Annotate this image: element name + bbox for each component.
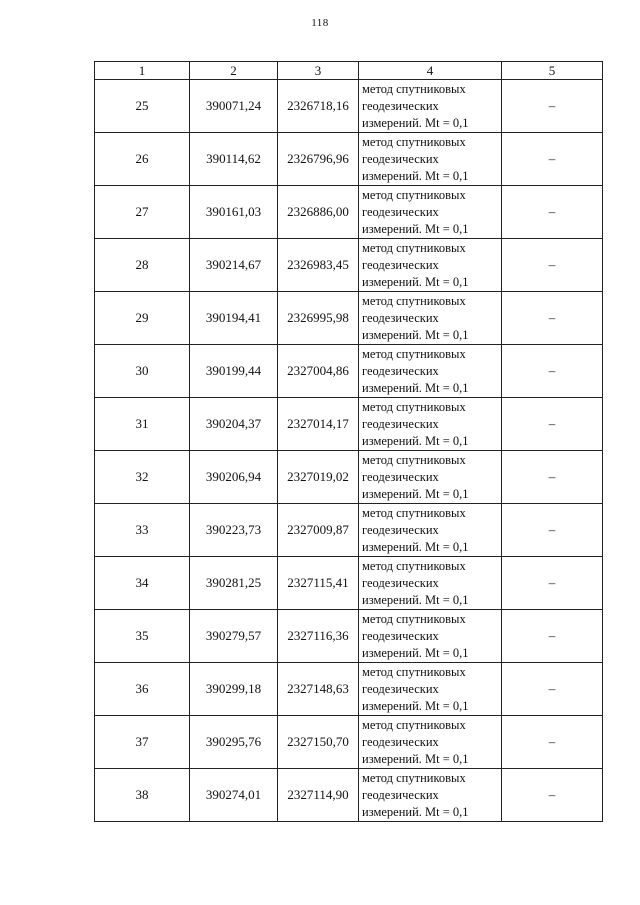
method-cell xyxy=(359,769,502,822)
x-coordinate-cell: 390199,44 xyxy=(190,345,278,398)
method-text-line: измерений. Mt = 0,1 xyxy=(362,804,469,819)
point-number-cell: 31 xyxy=(95,398,190,451)
description-cell: – xyxy=(502,557,603,610)
point-number-cell: 30 xyxy=(95,345,190,398)
point-number-cell: 27 xyxy=(95,186,190,239)
method-text-line: измерений. Mt = 0,1 xyxy=(362,539,469,554)
x-coordinate-cell: 390299,18 xyxy=(190,663,278,716)
description-cell: – xyxy=(502,610,603,663)
y-coordinate-cell: 2327009,87 xyxy=(278,504,359,557)
y-coordinate-cell: 2326796,96 xyxy=(278,133,359,186)
description-cell: – xyxy=(502,239,603,292)
point-number-cell: 35 xyxy=(95,610,190,663)
point-number-cell: 38 xyxy=(95,769,190,822)
method-text-line: геодезических xyxy=(362,98,439,113)
method-cell xyxy=(359,451,502,504)
table-row xyxy=(95,80,603,133)
x-coordinate-cell: 390279,57 xyxy=(190,610,278,663)
method-text-line: метод спутниковых xyxy=(362,134,466,149)
method-text-line: геодезических xyxy=(362,469,439,484)
y-coordinate-cell: 2327148,63 xyxy=(278,663,359,716)
description-cell: – xyxy=(502,133,603,186)
table-row xyxy=(95,451,603,504)
table-row xyxy=(95,133,603,186)
description-cell: – xyxy=(502,345,603,398)
y-coordinate-cell: 2327019,02 xyxy=(278,451,359,504)
x-coordinate-cell: 390114,62 xyxy=(190,133,278,186)
x-coordinate-cell: 390223,73 xyxy=(190,504,278,557)
method-text-line: метод спутниковых xyxy=(362,717,466,732)
method-text-line: измерений. Mt = 0,1 xyxy=(362,168,469,183)
point-number-cell: 26 xyxy=(95,133,190,186)
method-text-line: метод спутниковых xyxy=(362,505,466,520)
method-text-line: геодезических xyxy=(362,416,439,431)
method-cell xyxy=(359,504,502,557)
column-header-3: 3 xyxy=(278,62,359,80)
table-row xyxy=(95,398,603,451)
method-text-line: метод спутниковых xyxy=(362,611,466,626)
table-row xyxy=(95,557,603,610)
method-text-line: метод спутниковых xyxy=(362,770,466,785)
method-text-line: геодезических xyxy=(362,204,439,219)
y-coordinate-cell: 2327116,36 xyxy=(278,610,359,663)
method-cell xyxy=(359,663,502,716)
y-coordinate-cell: 2327014,17 xyxy=(278,398,359,451)
method-cell xyxy=(359,186,502,239)
table-body xyxy=(95,80,603,822)
method-cell xyxy=(359,610,502,663)
method-text-line: измерений. Mt = 0,1 xyxy=(362,433,469,448)
column-header-2: 2 xyxy=(190,62,278,80)
y-coordinate-cell: 2327004,86 xyxy=(278,345,359,398)
page-number: 118 xyxy=(311,17,329,29)
column-header-1: 1 xyxy=(95,62,190,80)
point-number-cell: 32 xyxy=(95,451,190,504)
method-text-line: геодезических xyxy=(362,363,439,378)
method-text-line: метод спутниковых xyxy=(362,240,466,255)
method-text-line: измерений. Mt = 0,1 xyxy=(362,698,469,713)
method-text-line: метод спутниковых xyxy=(362,346,466,361)
table-row xyxy=(95,769,603,822)
method-text-line: измерений. Mt = 0,1 xyxy=(362,645,469,660)
description-cell: – xyxy=(502,80,603,133)
description-cell: – xyxy=(502,398,603,451)
table-row xyxy=(95,716,603,769)
description-cell: – xyxy=(502,292,603,345)
method-text-line: геодезических xyxy=(362,734,439,749)
table-row xyxy=(95,345,603,398)
table-row xyxy=(95,186,603,239)
x-coordinate-cell: 390281,25 xyxy=(190,557,278,610)
description-cell: – xyxy=(502,451,603,504)
point-number-cell: 37 xyxy=(95,716,190,769)
method-cell xyxy=(359,398,502,451)
coordinates-table xyxy=(94,61,603,822)
method-text-line: метод спутниковых xyxy=(362,452,466,467)
method-text-line: метод спутниковых xyxy=(362,187,466,202)
method-text-line: метод спутниковых xyxy=(362,664,466,679)
point-number-cell: 36 xyxy=(95,663,190,716)
x-coordinate-cell: 390295,76 xyxy=(190,716,278,769)
method-text-line: геодезических xyxy=(362,681,439,696)
table-row xyxy=(95,610,603,663)
y-coordinate-cell: 2327115,41 xyxy=(278,557,359,610)
method-text-line: геодезических xyxy=(362,151,439,166)
method-text-line: измерений. Mt = 0,1 xyxy=(362,115,469,130)
y-coordinate-cell: 2326995,98 xyxy=(278,292,359,345)
method-text-line: измерений. Mt = 0,1 xyxy=(362,274,469,289)
method-cell xyxy=(359,80,502,133)
method-text-line: метод спутниковых xyxy=(362,293,466,308)
y-coordinate-cell: 2326718,16 xyxy=(278,80,359,133)
y-coordinate-cell: 2326983,45 xyxy=(278,239,359,292)
x-coordinate-cell: 390161,03 xyxy=(190,186,278,239)
method-text-line: измерений. Mt = 0,1 xyxy=(362,380,469,395)
method-cell xyxy=(359,239,502,292)
method-text-line: геодезических xyxy=(362,628,439,643)
method-text-line: геодезических xyxy=(362,310,439,325)
method-text-line: метод спутниковых xyxy=(362,558,466,573)
description-cell: – xyxy=(502,504,603,557)
x-coordinate-cell: 390214,67 xyxy=(190,239,278,292)
description-cell: – xyxy=(502,663,603,716)
method-text-line: измерений. Mt = 0,1 xyxy=(362,486,469,501)
x-coordinate-cell: 390194,41 xyxy=(190,292,278,345)
header-row xyxy=(95,62,603,80)
x-coordinate-cell: 390274,01 xyxy=(190,769,278,822)
table-row xyxy=(95,504,603,557)
y-coordinate-cell: 2326886,00 xyxy=(278,186,359,239)
method-text-line: измерений. Mt = 0,1 xyxy=(362,592,469,607)
method-cell xyxy=(359,345,502,398)
method-text-line: геодезических xyxy=(362,257,439,272)
y-coordinate-cell: 2327114,90 xyxy=(278,769,359,822)
point-number-cell: 29 xyxy=(95,292,190,345)
description-cell: – xyxy=(502,769,603,822)
point-number-cell: 33 xyxy=(95,504,190,557)
method-text-line: измерений. Mt = 0,1 xyxy=(362,751,469,766)
point-number-cell: 25 xyxy=(95,80,190,133)
method-text-line: метод спутниковых xyxy=(362,81,466,96)
table-row xyxy=(95,663,603,716)
point-number-cell: 28 xyxy=(95,239,190,292)
x-coordinate-cell: 390206,94 xyxy=(190,451,278,504)
method-text-line: измерений. Mt = 0,1 xyxy=(362,221,469,236)
column-header-4: 4 xyxy=(359,62,502,80)
table-row xyxy=(95,239,603,292)
description-cell: – xyxy=(502,716,603,769)
column-header-5: 5 xyxy=(502,62,603,80)
method-cell xyxy=(359,716,502,769)
method-text-line: измерений. Mt = 0,1 xyxy=(362,327,469,342)
point-number-cell: 34 xyxy=(95,557,190,610)
method-text-line: метод спутниковых xyxy=(362,399,466,414)
x-coordinate-cell: 390204,37 xyxy=(190,398,278,451)
x-coordinate-cell: 390071,24 xyxy=(190,80,278,133)
y-coordinate-cell: 2327150,70 xyxy=(278,716,359,769)
description-cell: – xyxy=(502,186,603,239)
method-text-line: геодезических xyxy=(362,575,439,590)
table-row xyxy=(95,292,603,345)
method-cell xyxy=(359,133,502,186)
method-cell xyxy=(359,557,502,610)
method-text-line: геодезических xyxy=(362,522,439,537)
method-text-line: геодезических xyxy=(362,787,439,802)
method-cell xyxy=(359,292,502,345)
